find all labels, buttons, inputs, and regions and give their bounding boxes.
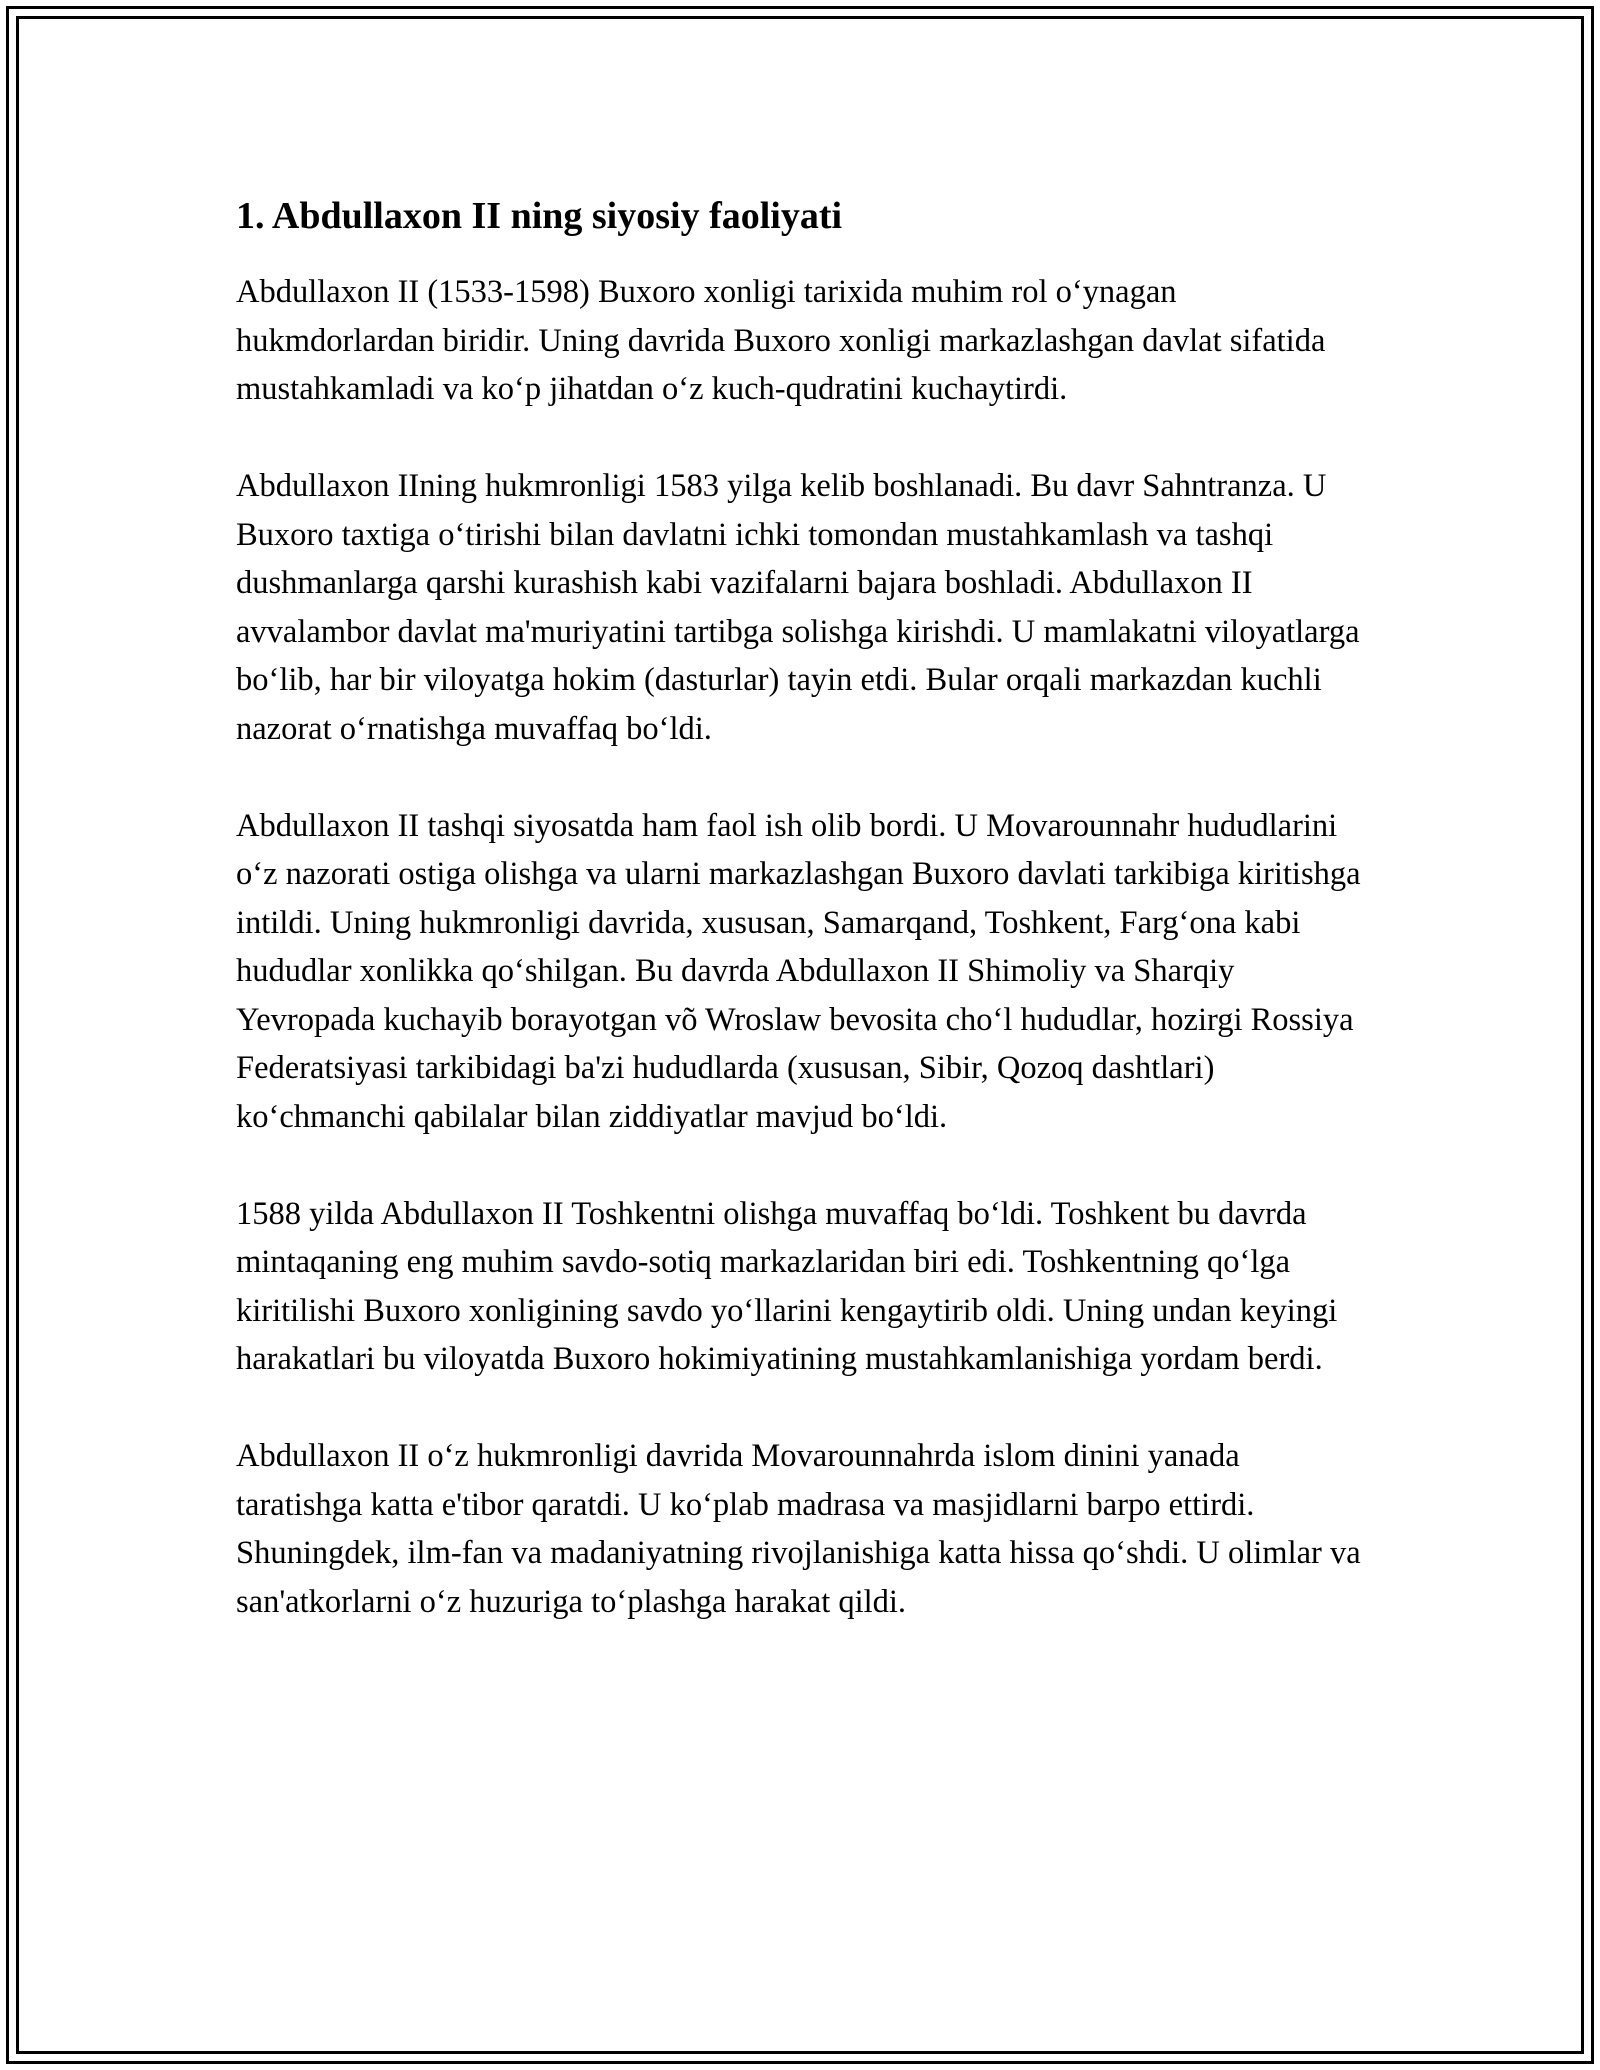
paragraph-religion-culture: Abdullaxon II o‘z hukmronligi davrida Movarounnahrda islom dinini yanada taratishga katta e'tibor qaratdi. U ko‘plab madrasa va masjidlarni barpo ettirdi. Shuningdek, ilm-fan va madaniyatning rivojlanishiga katta hissa qo‘shdi. U olimlar va san'atkorlarni o‘z huzuriga to‘plashga harakat qildi. <box>236 1438 1361 1620</box>
paragraph-tashkent: 1588 yilda Abdullaxon II Toshkentni olishga muvaffaq bo‘ldi. Toshkent bu davrda mintaqaning eng muhim savdo-sotiq markazlaridan biri edi. Toshkentning qo‘lga kiritilishi Buxoro xonligining savdo yo‘llarini kengaytirib oldi. Uning undan keyingi harakatlari bu viloyatda Buxoro hokimiyatining mustahkamlanishiga yordam berdi. <box>236 1195 1338 1377</box>
paragraph-intro: Abdullaxon II (1533-1598) Buxoro xonligi tarixida muhim rol o‘ynagan hukmdorlardan biridir. Uning davrida Buxoro xonligi markazlashgan davlat sifatida mustahkamladi va ko‘p jihatdan o‘z kuch-qudratini kuchaytirdi. <box>236 274 1326 407</box>
section-heading: 1. Abdullaxon II ning siyosiy faoliyati <box>236 195 843 237</box>
document-body <box>236 192 1366 1675</box>
paragraph-reign-start: Abdullaxon IIning hukmronligi 1583 yilga kelib boshlanadi. Bu davr Sahntranza. U Buxoro taxtiga o‘tirishi bilan davlatni ichki tomondan mustahkamlash va tashqi dushmanlarga qarshi kurashish kabi vazifalarni bajara boshladi. Abdullaxon II avvalambor davlat ma'muriyatini tartibga solishga kirishdi. U mamlakatni viloyatlarga bo‘lib, har bir viloyatga hokim (dasturlar) tayin etdi. Bular orqali markazdan kuchli nazorat o‘rnatishga muvaffaq bo‘ldi. <box>236 468 1360 747</box>
paragraph-foreign-policy: Abdullaxon II tashqi siyosatda ham faol ish olib bordi. U Movarounnahr hududlarini o‘z nazorati ostiga olishga va ularni markazlashgan Buxoro davlati tarkibiga kiritishga intildi. Uning hukmronligi davrida, xususan, Samarqand, Toshkent, Farg‘ona kabi hududlar xonlikka qo‘shilgan. Bu davrda Abdullaxon II Shimoliy va Sharqiy Yevropada kuchayib borayotgan võ Wroslaw bevosita cho‘l hududlar, hozirgi Rossiya Federatsiyasi tarkibidagi ba'zi hududlarda (xususan, Sibir, Qozoq dashtlari) ko‘chmanchi qabilalar bilan ziddiyatlar mavjud bo‘ldi. <box>236 807 1361 1135</box>
